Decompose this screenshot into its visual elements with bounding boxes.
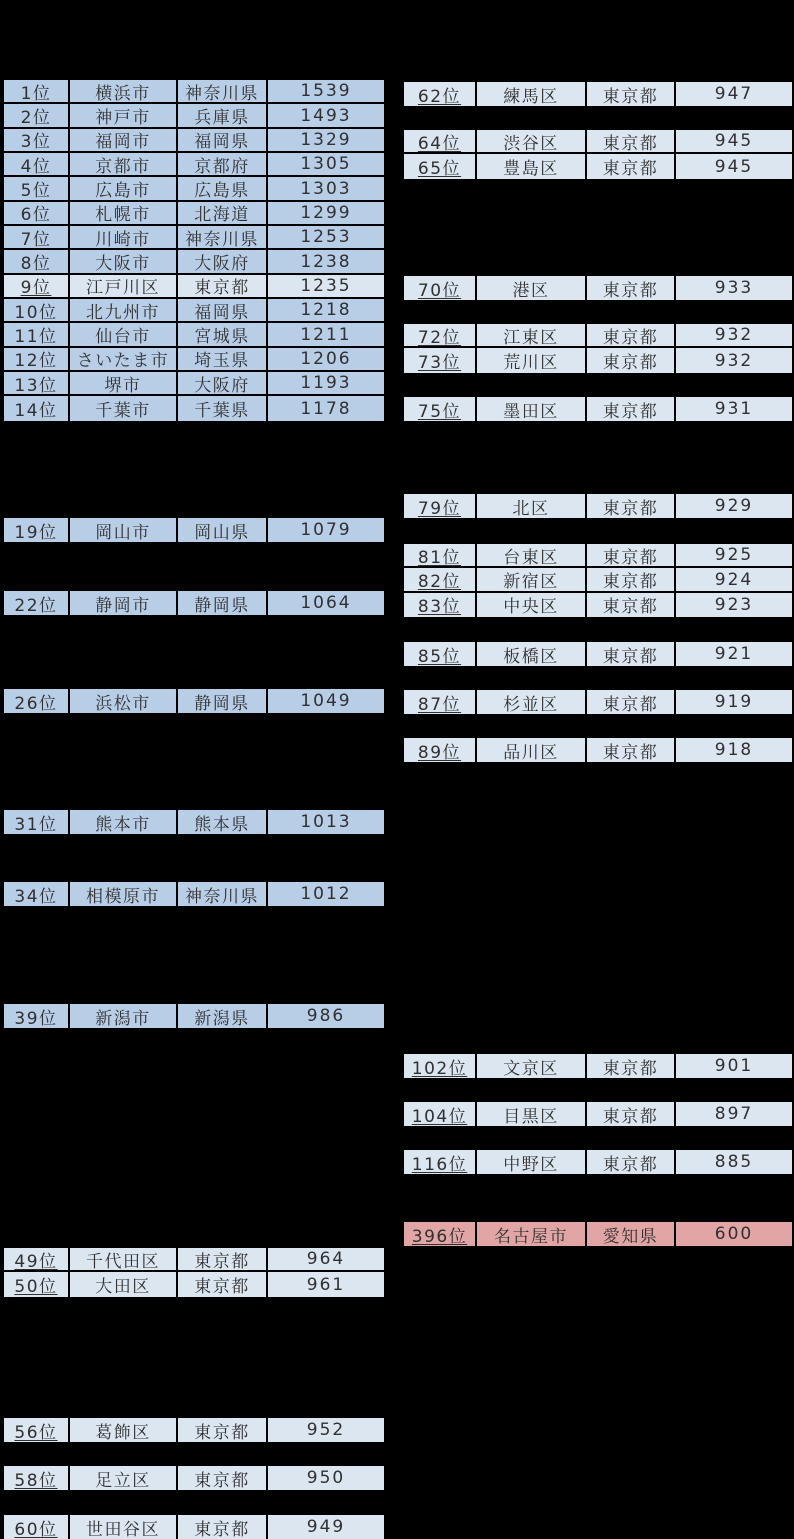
city-cell: 足立区: [70, 1466, 178, 1490]
city-cell: 墨田区: [477, 397, 587, 421]
rank-cell: 7位: [4, 226, 70, 248]
value-cell: 918: [676, 738, 792, 762]
prefecture-cell: 東京都: [587, 1102, 676, 1126]
value-cell: 945: [676, 130, 792, 152]
city-cell: 豊島区: [477, 154, 587, 178]
table-row: [4, 689, 384, 713]
table-row: [404, 324, 792, 348]
value-cell: 986: [268, 1004, 384, 1028]
value-cell: 1013: [268, 810, 384, 834]
table-row: [4, 177, 384, 201]
rank-cell: 13位: [4, 372, 70, 394]
table-row: [4, 1466, 384, 1490]
table-row: [404, 348, 792, 372]
table-row: [4, 153, 384, 177]
city-cell: 江東区: [477, 324, 587, 346]
value-cell: 919: [676, 690, 792, 714]
value-cell: 947: [676, 82, 792, 106]
prefecture-cell: 静岡県: [178, 591, 268, 615]
city-cell: 相模原市: [70, 882, 178, 906]
prefecture-cell: 東京都: [178, 1418, 268, 1442]
value-cell: 1539: [268, 80, 384, 102]
prefecture-cell: 神奈川県: [178, 226, 268, 248]
table-row: [404, 1222, 792, 1246]
table-row: [4, 250, 384, 274]
city-cell: 世田谷区: [70, 1515, 178, 1539]
city-cell: 千代田区: [70, 1248, 178, 1270]
table-row: [404, 397, 792, 421]
table-row: [4, 299, 384, 323]
value-cell: 931: [676, 397, 792, 421]
rank-cell: 83位: [404, 593, 477, 617]
rank-cell: 11位: [4, 323, 70, 345]
rank-cell: 14位: [4, 396, 70, 420]
city-cell: 台東区: [477, 544, 587, 566]
ranking-table-block: [402, 80, 794, 108]
ranking-table-block: [402, 1220, 794, 1248]
value-cell: 1253: [268, 226, 384, 248]
rank-cell: 22位: [4, 591, 70, 615]
city-cell: 新宿区: [477, 568, 587, 590]
table-row: [4, 202, 384, 226]
value-cell: 929: [676, 494, 792, 518]
prefecture-cell: 東京都: [178, 275, 268, 297]
value-cell: 897: [676, 1102, 792, 1126]
ranking-table-block: [402, 736, 794, 764]
city-cell: 神戸市: [70, 104, 178, 126]
table-row: [404, 1150, 792, 1174]
ranking-table-block: [402, 128, 794, 181]
prefecture-cell: 宮城県: [178, 323, 268, 345]
value-cell: 1238: [268, 250, 384, 272]
table-row: [4, 226, 384, 250]
value-cell: 1211: [268, 323, 384, 345]
prefecture-cell: 大阪府: [178, 250, 268, 272]
value-cell: 950: [268, 1466, 384, 1490]
prefecture-cell: 神奈川県: [178, 882, 268, 906]
value-cell: 964: [268, 1248, 384, 1270]
ranking-table-block: [2, 687, 386, 715]
ranking-table-block: [2, 880, 386, 908]
city-cell: 杉並区: [477, 690, 587, 714]
table-row: [4, 1515, 384, 1539]
prefecture-cell: 福岡県: [178, 129, 268, 151]
prefecture-cell: 東京都: [587, 130, 676, 152]
city-cell: 江戸川区: [70, 275, 178, 297]
rank-cell: 19位: [4, 518, 70, 542]
rank-cell: 6位: [4, 202, 70, 224]
city-cell: 北九州市: [70, 299, 178, 321]
prefecture-cell: 新潟県: [178, 1004, 268, 1028]
value-cell: 1303: [268, 177, 384, 199]
rank-cell: 12位: [4, 348, 70, 370]
ranking-table-block: [2, 808, 386, 836]
table-row: [404, 568, 792, 592]
rank-cell: 1位: [4, 80, 70, 102]
rank-cell: 72位: [404, 324, 477, 346]
table-row: [4, 348, 384, 372]
prefecture-cell: 愛知県: [587, 1222, 676, 1246]
table-row: [4, 372, 384, 396]
city-cell: 目黒区: [477, 1102, 587, 1126]
rank-cell: 26位: [4, 689, 70, 713]
table-row: [404, 82, 792, 106]
ranking-table-block: [402, 492, 794, 520]
prefecture-cell: 東京都: [587, 397, 676, 421]
value-cell: 1193: [268, 372, 384, 394]
city-cell: 板橋区: [477, 642, 587, 666]
table-row: [4, 1248, 384, 1272]
prefecture-cell: 千葉県: [178, 396, 268, 420]
table-row: [4, 129, 384, 153]
ranking-table-block: [402, 395, 794, 423]
table-row: [404, 494, 792, 518]
rank-cell: 49位: [4, 1248, 70, 1270]
prefecture-cell: 東京都: [587, 1150, 676, 1174]
prefecture-cell: 東京都: [178, 1466, 268, 1490]
city-cell: 岡山市: [70, 518, 178, 542]
value-cell: 1064: [268, 591, 384, 615]
city-cell: 品川区: [477, 738, 587, 762]
value-cell: 1329: [268, 129, 384, 151]
rank-cell: 34位: [4, 882, 70, 906]
city-cell: 新潟市: [70, 1004, 178, 1028]
rank-cell: 81位: [404, 544, 477, 566]
city-cell: 千葉市: [70, 396, 178, 420]
city-cell: 練馬区: [477, 82, 587, 106]
city-cell: 広島市: [70, 177, 178, 199]
rank-cell: 56位: [4, 1418, 70, 1442]
prefecture-cell: 広島県: [178, 177, 268, 199]
prefecture-cell: 静岡県: [178, 689, 268, 713]
ranking-table-block: [402, 640, 794, 668]
ranking-table-block: [402, 1052, 794, 1080]
value-cell: 885: [676, 1150, 792, 1174]
table-row: [404, 544, 792, 568]
value-cell: 952: [268, 1418, 384, 1442]
prefecture-cell: 東京都: [587, 494, 676, 518]
rank-cell: 82位: [404, 568, 477, 590]
value-cell: 921: [676, 642, 792, 666]
table-row: [4, 810, 384, 834]
city-cell: 浜松市: [70, 689, 178, 713]
city-cell: 大田区: [70, 1272, 178, 1296]
table-row: [404, 642, 792, 666]
rank-cell: 62位: [404, 82, 477, 106]
prefecture-cell: 東京都: [587, 642, 676, 666]
city-cell: 京都市: [70, 153, 178, 175]
prefecture-cell: 東京都: [178, 1515, 268, 1539]
prefecture-cell: 東京都: [587, 738, 676, 762]
rank-cell: 10位: [4, 299, 70, 321]
rank-cell: 79位: [404, 494, 477, 518]
table-row: [4, 275, 384, 299]
value-cell: 932: [676, 324, 792, 346]
table-row: [4, 518, 384, 542]
ranking-table-block: [2, 1464, 386, 1492]
table-row: [404, 154, 792, 178]
prefecture-cell: 東京都: [178, 1272, 268, 1296]
city-cell: 大阪市: [70, 250, 178, 272]
prefecture-cell: 東京都: [587, 154, 676, 178]
rank-cell: 39位: [4, 1004, 70, 1028]
prefecture-cell: 北海道: [178, 202, 268, 224]
rank-cell: 104位: [404, 1102, 477, 1126]
city-cell: 福岡市: [70, 129, 178, 151]
value-cell: 1305: [268, 153, 384, 175]
value-cell: 924: [676, 568, 792, 590]
rank-cell: 85位: [404, 642, 477, 666]
value-cell: 1218: [268, 299, 384, 321]
value-cell: 932: [676, 348, 792, 372]
city-cell: 渋谷区: [477, 130, 587, 152]
table-row: [4, 396, 384, 420]
value-cell: 1049: [268, 689, 384, 713]
rank-cell: 9位: [4, 275, 70, 297]
rank-cell: 102位: [404, 1054, 477, 1078]
ranking-table-block: [402, 322, 794, 375]
table-row: [404, 738, 792, 762]
table-row: [4, 882, 384, 906]
city-cell: 仙台市: [70, 323, 178, 345]
rank-cell: 116位: [404, 1150, 477, 1174]
value-cell: 945: [676, 154, 792, 178]
rank-cell: 73位: [404, 348, 477, 372]
rank-cell: 60位: [4, 1515, 70, 1539]
ranking-table-block: [402, 274, 794, 302]
ranking-table-block: [402, 542, 794, 619]
ranking-table-block: [2, 516, 386, 544]
prefecture-cell: 大阪府: [178, 372, 268, 394]
prefecture-cell: 東京都: [587, 348, 676, 372]
table-row: [4, 104, 384, 128]
rank-cell: 2位: [4, 104, 70, 126]
prefecture-cell: 東京都: [587, 593, 676, 617]
value-cell: 933: [676, 276, 792, 300]
city-cell: 中野区: [477, 1150, 587, 1174]
value-cell: 925: [676, 544, 792, 566]
prefecture-cell: 東京都: [587, 1054, 676, 1078]
prefecture-cell: 京都府: [178, 153, 268, 175]
ranking-table-block: [2, 1513, 386, 1539]
city-cell: 文京区: [477, 1054, 587, 1078]
rank-cell: 8位: [4, 250, 70, 272]
rank-cell: 87位: [404, 690, 477, 714]
value-cell: 600: [676, 1222, 792, 1246]
table-row: [4, 323, 384, 347]
value-cell: 1235: [268, 275, 384, 297]
prefecture-cell: 岡山県: [178, 518, 268, 542]
prefecture-cell: 東京都: [178, 1248, 268, 1270]
value-cell: 1206: [268, 348, 384, 370]
city-cell: 熊本市: [70, 810, 178, 834]
prefecture-cell: 東京都: [587, 276, 676, 300]
table-row: [4, 1272, 384, 1296]
table-row: [4, 1004, 384, 1028]
prefecture-cell: 東京都: [587, 82, 676, 106]
ranking-table-block: [2, 78, 386, 423]
city-cell: 堺市: [70, 372, 178, 394]
rank-cell: 31位: [4, 810, 70, 834]
city-cell: 港区: [477, 276, 587, 300]
value-cell: 1079: [268, 518, 384, 542]
prefecture-cell: 東京都: [587, 544, 676, 566]
value-cell: 1299: [268, 202, 384, 224]
value-cell: 1493: [268, 104, 384, 126]
rank-cell: 64位: [404, 130, 477, 152]
prefecture-cell: 福岡県: [178, 299, 268, 321]
value-cell: 923: [676, 593, 792, 617]
ranking-table-block: [2, 1002, 386, 1030]
rank-cell: 50位: [4, 1272, 70, 1296]
city-cell: 北区: [477, 494, 587, 518]
rank-cell: 75位: [404, 397, 477, 421]
prefecture-cell: 熊本県: [178, 810, 268, 834]
table-row: [4, 1418, 384, 1442]
city-cell: 葛飾区: [70, 1418, 178, 1442]
value-cell: 961: [268, 1272, 384, 1296]
city-cell: 静岡市: [70, 591, 178, 615]
table-row: [404, 690, 792, 714]
prefecture-cell: 東京都: [587, 568, 676, 590]
prefecture-cell: 東京都: [587, 690, 676, 714]
ranking-table-block: [2, 1246, 386, 1299]
prefecture-cell: 東京都: [587, 324, 676, 346]
rank-cell: 89位: [404, 738, 477, 762]
city-cell: 名古屋市: [477, 1222, 587, 1246]
rank-cell: 5位: [4, 177, 70, 199]
table-row: [404, 130, 792, 154]
value-cell: 1178: [268, 396, 384, 420]
ranking-table-block: [2, 589, 386, 617]
city-cell: 川崎市: [70, 226, 178, 248]
city-cell: 荒川区: [477, 348, 587, 372]
value-cell: 901: [676, 1054, 792, 1078]
rank-cell: 3位: [4, 129, 70, 151]
city-cell: 札幌市: [70, 202, 178, 224]
table-row: [404, 276, 792, 300]
rank-cell: 396位: [404, 1222, 477, 1246]
ranking-table-block: [402, 1148, 794, 1176]
prefecture-cell: 兵庫県: [178, 104, 268, 126]
value-cell: 1012: [268, 882, 384, 906]
city-cell: 中央区: [477, 593, 587, 617]
table-row: [404, 593, 792, 617]
rank-cell: 65位: [404, 154, 477, 178]
prefecture-cell: 神奈川県: [178, 80, 268, 102]
table-row: [4, 591, 384, 615]
rank-cell: 70位: [404, 276, 477, 300]
table-row: [404, 1102, 792, 1126]
ranking-table-block: [2, 1416, 386, 1444]
table-row: [4, 80, 384, 104]
ranking-table-block: [402, 1100, 794, 1128]
ranking-table-block: [402, 688, 794, 716]
rank-cell: 58位: [4, 1466, 70, 1490]
prefecture-cell: 埼玉県: [178, 348, 268, 370]
city-cell: 横浜市: [70, 80, 178, 102]
table-row: [404, 1054, 792, 1078]
rank-cell: 4位: [4, 153, 70, 175]
city-cell: さいたま市: [70, 348, 178, 370]
value-cell: 949: [268, 1515, 384, 1539]
